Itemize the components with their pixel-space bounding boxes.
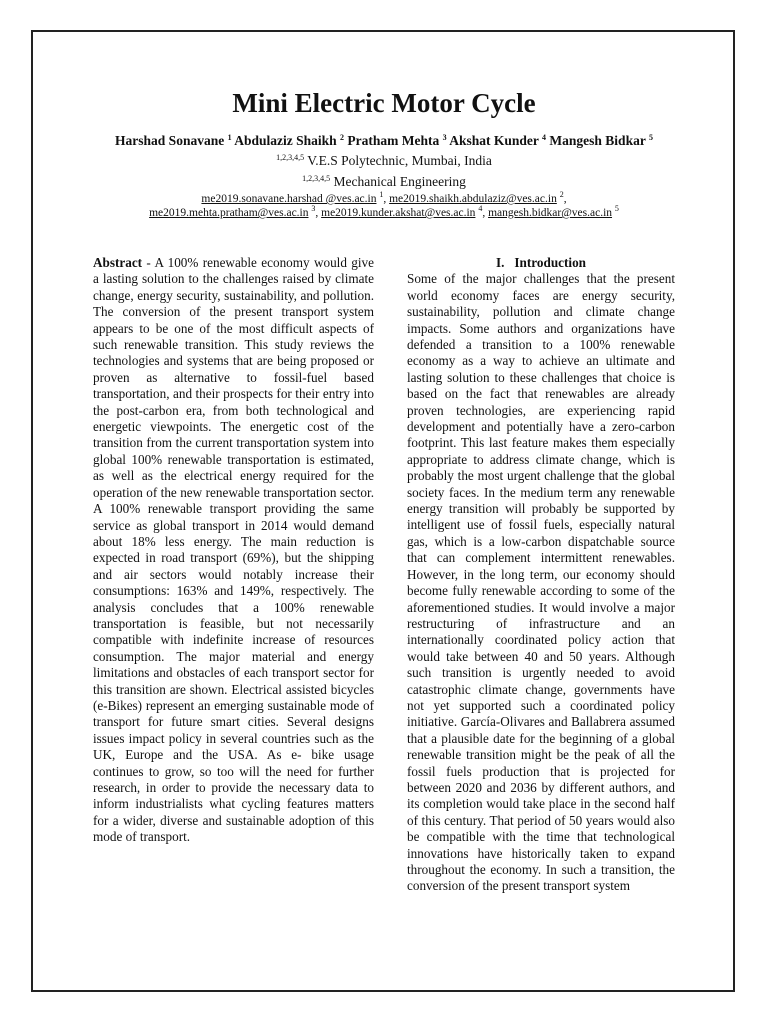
introduction-column <box>407 255 675 895</box>
author-name: Harshad Sonavane <box>115 133 225 148</box>
author-name: Mangesh Bidkar <box>549 133 646 148</box>
author-name: Akshat Kunder <box>449 133 539 148</box>
section-heading-introduction: I. Introduction <box>495 255 586 270</box>
author-name: Pratham Mehta <box>347 133 440 148</box>
paper-title: Mini Electric Motor Cycle <box>232 88 536 118</box>
department: $^{1,2,3,4,5}$ Mechanical Engineering <box>302 174 466 189</box>
author-list: Harshad Sonavane $^1$ Abdulaziz Shaikh $^2$ Pratham Mehta $^3$ Akshat Kunder $^4$ Mangesh Bidkar $^5$ <box>115 133 653 148</box>
abstract-heading: Abstract <box>93 255 143 270</box>
abstract-text: - A 100% renewable economy would give a lasting solution to the challenges raised by climate change, energy security, sustainability, and pollution. The conversion of the present transport system appears to be one of the most difficult aspects of such renewable transition. This study reviews the technologies and systems that are being proposed or proven as alternative to fossil-fuel based transportation, and their prospects for their entry into the post-carbon era, from both technological and energetic viewpoints. The energetic cost of the transition from the current transportation system into global 100% renewable transportation is estimated, as well as the electrical energy required for the operation of the new renewable transportation sector. A 100% renewable transport providing the same service as global transport in 2014 would demand about 18% less energy. The main reduction is expected in road transport (69%), but the shipping and air sectors would notably increase their consumptions: 163% and 149%, respectively. The analysis concludes that a 100% renewable transportation is feasible, but not necessarily compatible with indefinite increase of resources consumption. The major material and energy limitations and obstacles of each transport sector for this transition are shown. Electrical assisted bicycles (e-Bikes) represent an emerging sustainable mode of transport for future smart cities. Several designs issues impact policy in several countries such as the UK, Europe and the USA. As e- bike usage continues to grow, so too will the need for further research, in order to provide the necessary data to inform industrialists what cycling features matters for a wider, diverse and sustainable adoption of this mode of transport. <box>93 255 374 845</box>
introduction-text: Some of the major challenges that the present world economy faces are energy security, sustainability, pollution and climate change impacts. Some authors and organizations have defended a transition to a 100% renewable economy as a way to achieve an ultimate and lasting solution to these challenges that choice is based on the fact that renewables are already proven technologies, are experiencing rapid development and potentially have a zero-carbon footprint. This last feature makes them especially appropriate to address climate change, which is probably the most urgent challenge that the global society faces. In the medium term any renewable energy transition will probably be supported by intelligent use of fossil fuels, especially natural gas, which is a low-carbon dispatchable source that can complement intermittent renewables. However, in the long term, our economy should become fully renewable according to some of the aforementioned studies. It would involve a major restructuring of infrastructure and an internationally coordinated policy action that would take between 40 and 50 years. Although such transition is urgently needed to avoid catastrophic climate change, governments have not yet supported such a coordinated policy initiative. García-Olivares and Ballabrera assumed that a plausible date for the beginning of a global renewable transition might be the peak of all the fossil fuels production that is projected for between 2020 and 2036 by different authors, and its completion would take place in the second half of this century. That period of 50 years would also be compatible with the time that technological innovations have historically taken to expand throughout the economy. In such a transition, the conversion of the present transport system <box>407 271 675 894</box>
email-link[interactable]: mangesh.bidkar@ves.ac.in <box>488 207 613 219</box>
email-link[interactable]: me2019.shaikh.abdulaziz@ves.ac.in <box>389 193 557 205</box>
abstract <box>93 255 374 846</box>
author-emails-line-1: me2019.sonavane.harshad @ves.ac.in $^1$, me2019.shaikh.abdulaziz@ves.ac.in $^2$, <box>201 190 567 205</box>
email-link[interactable]: me2019.mehta.pratham@ves.ac.in <box>149 207 309 219</box>
author-emails-line-2: me2019.mehta.pratham@ves.ac.in $^3$, me2019.kunder.akshat@ves.ac.in $^4$, mangesh.bidkar@ves.ac.in $^5$ <box>149 204 619 219</box>
abstract-column <box>93 255 374 846</box>
author-name: Abdulaziz Shaikh <box>234 133 337 148</box>
affiliation: $^{1,2,3,4,5}$ V.E.S Polytechnic, Mumbai, India <box>276 153 492 168</box>
email-link[interactable]: me2019.kunder.akshat@ves.ac.in <box>321 207 476 219</box>
email-link[interactable]: me2019.sonavane.harshad @ves.ac.in <box>201 193 377 205</box>
